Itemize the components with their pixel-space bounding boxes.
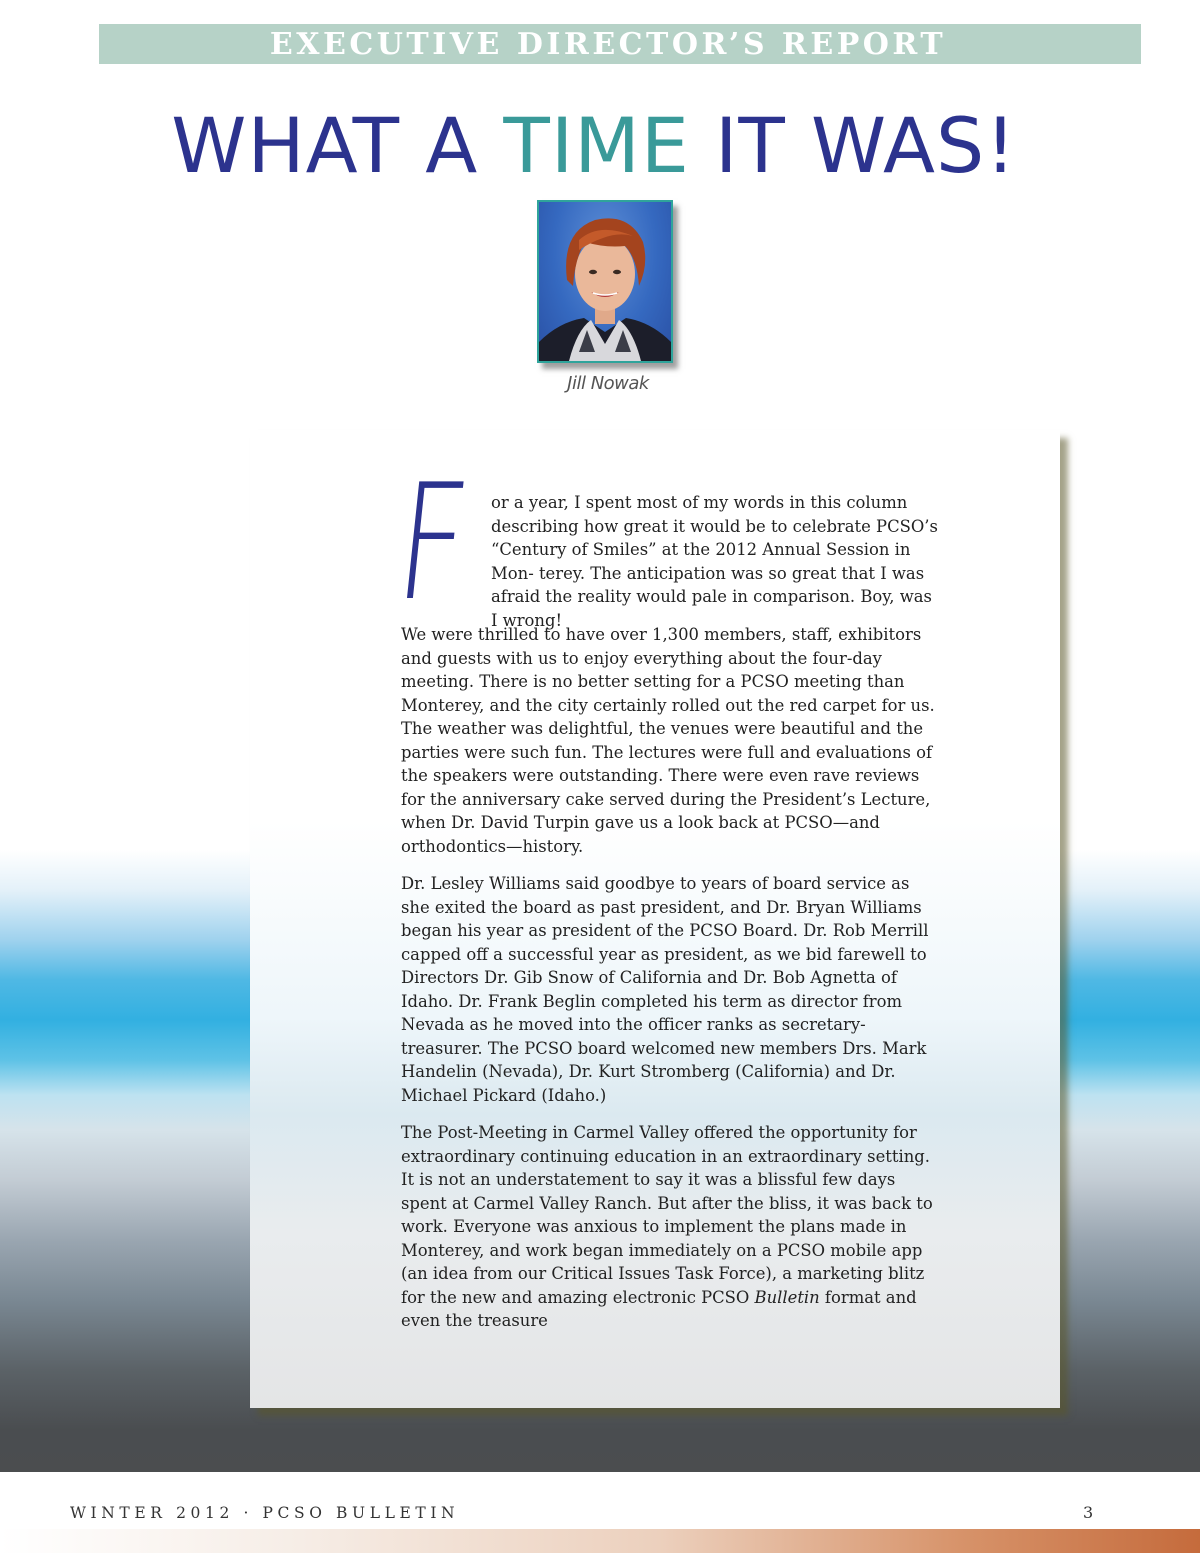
text-line: It is not an understatement to say it was a blissful few days spent (401, 1170, 896, 1213)
text-line: There is no better setting for a PCSO meeting than Monterey, and (401, 672, 905, 715)
author-portrait (537, 200, 673, 363)
text-line: Stromberg (California) and Dr. Michael Pickard (Idaho.) (401, 1062, 896, 1105)
text-line: Dr. Gib Snow of California and Dr. Bob Agnetta of Idaho. Dr. Frank (401, 968, 897, 1011)
lead-paragraph (491, 491, 941, 633)
text-line: Everyone was anxious to implement the plans made in Monterey, (401, 1217, 907, 1260)
text-line: his year as president of the PCSO Board. Dr. Rob Merrill capped (401, 921, 929, 964)
paragraph-1 (401, 623, 936, 858)
text-line: exited the board as past president, and Dr. Bryan Williams began (401, 897, 922, 940)
text-line: the city certainly rolled out the red carpet for us. The weather was (401, 695, 935, 738)
headline-part2: IT WAS! (689, 101, 1017, 190)
text-line: We were thrilled to have over 1,300 members, staff, exhibitors and (401, 625, 922, 668)
text-line: Dr. Lesley Williams said goodbye to years of board service as she (401, 874, 910, 917)
article-body (401, 623, 936, 1333)
text-line: amazing electronic PCSO (537, 1287, 755, 1307)
lead-line: or a year, I spent most of my words in this column (491, 493, 908, 512)
text-line: and work began immediately on a PCSO mobile app (an idea from (401, 1240, 923, 1283)
text-line: guests with us to enjoy everything about the four-day meeting. (401, 648, 882, 691)
text-line: extraordinary continuing education in an extraordinary setting. (401, 1146, 930, 1166)
lead-line: “Century of Smiles” at the 2012 Annual Session in Mon- (491, 540, 911, 583)
paragraph-3 (401, 1121, 936, 1333)
text-line: format and even the treasure (401, 1287, 917, 1330)
headline-part1: WHAT A (171, 101, 504, 190)
portrait-caption: Jill Nowak (567, 373, 649, 394)
text-line: fun. The lectures were full and evaluations of the speakers were (401, 742, 933, 785)
paragraph-2 (401, 872, 936, 1107)
page-number: 3 (1083, 1503, 1094, 1522)
text-line: cake served during the President’s Lecture, when Dr. David Turpin (401, 789, 931, 832)
text-line: gave us a look back at PCSO—and orthodontics—history. (401, 813, 880, 856)
footer-issue-line: WINTER 2012 · PCSO BULLETIN (70, 1504, 460, 1522)
text-line: The Post-Meeting in Carmel Valley offered the opportunity for (401, 1123, 917, 1142)
footer-color-strip (0, 1529, 1200, 1553)
portrait-illustration (539, 202, 671, 361)
text-line: delightful, the venues were beautiful and the parties were such (401, 719, 924, 762)
section-title: EXECUTIVE DIRECTOR’S REPORT (269, 27, 947, 62)
lead-line: describing how great it would be to celebrate PCSO’s (491, 516, 938, 536)
lead-line: the reality would pale in comparison. Boy, was I wrong! (491, 587, 932, 630)
text-line: outstanding. There were even rave reviews for the anniversary (401, 766, 920, 809)
text-line: at Carmel Valley Ranch. But after the bliss, it was back to work. (401, 1193, 933, 1236)
page-headline (0, 98, 1188, 194)
text-line: off a successful year as president, as we bid farewell to Directors (401, 944, 927, 987)
publication-title: Bulletin (754, 1287, 820, 1307)
text-line: into the officer ranks as secretary-treasurer. The PCSO board (401, 1015, 866, 1058)
lead-line: terey. The anticipation was so great that I was afraid (491, 563, 925, 607)
text-line: our Critical Issues Task Force), a marketing blitz for the new and (401, 1264, 925, 1307)
text-line: Beglin completed his term as director from Nevada as he moved (401, 991, 903, 1034)
headline-accent-word: TIME (503, 101, 690, 190)
drop-cap: F (388, 449, 478, 636)
text-line: welcomed new members Drs. Mark Handelin (Nevada), Dr. Kurt (401, 1038, 927, 1081)
